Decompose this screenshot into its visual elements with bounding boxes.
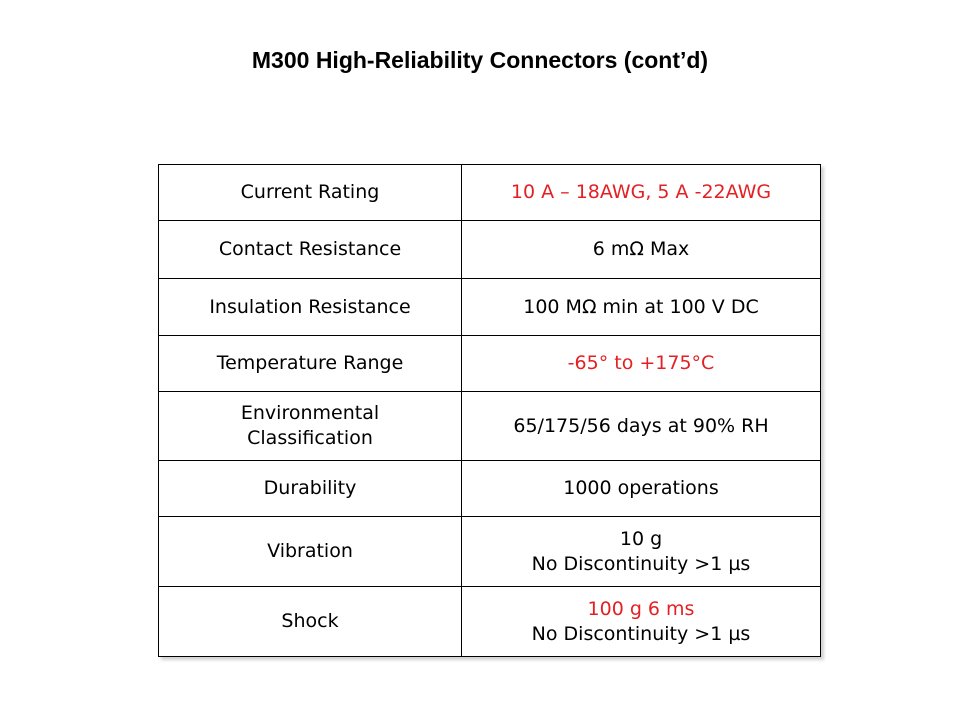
spec-label: Durability bbox=[159, 461, 462, 517]
spec-label: Temperature Range bbox=[159, 336, 462, 392]
spec-label: Current Rating bbox=[159, 165, 462, 221]
table-row-vibration bbox=[159, 517, 821, 587]
spec-label: Insulation Resistance bbox=[159, 279, 462, 336]
spec-value: 100 MΩ min at 100 V DC bbox=[462, 279, 821, 336]
spec-value bbox=[462, 517, 821, 587]
spec-value-line: 100 g 6 ms bbox=[587, 597, 695, 620]
table-row-insulation-resistance bbox=[159, 279, 821, 336]
spec-value: 1000 operations bbox=[462, 461, 821, 517]
spec-label: Vibration bbox=[159, 517, 462, 587]
spec-value: 10 A – 18AWG, 5 A -22AWG bbox=[462, 165, 821, 221]
slide-title: M300 High-Reliability Connectors (cont’d) bbox=[251, 47, 709, 73]
spec-value-line: 10 g bbox=[619, 527, 663, 550]
spec-value bbox=[462, 587, 821, 657]
table-row-current-rating bbox=[159, 165, 821, 221]
spec-value-line: No Discontinuity >1 µs bbox=[531, 552, 751, 575]
table-row-shock bbox=[159, 587, 821, 657]
spec-label-line: Classification bbox=[247, 427, 373, 449]
table-row-contact-resistance bbox=[159, 221, 821, 279]
specifications-table bbox=[158, 164, 821, 657]
spec-value-line: No Discontinuity >1 µs bbox=[531, 622, 751, 645]
spec-value: -65° to +175°C bbox=[462, 336, 821, 392]
spec-label: Contact Resistance bbox=[159, 221, 462, 279]
spec-value: 6 mΩ Max bbox=[462, 221, 821, 279]
table-row-environmental-classification bbox=[159, 392, 821, 461]
spec-label: Shock bbox=[159, 587, 462, 657]
spec-label bbox=[159, 392, 462, 461]
table-row-temperature-range bbox=[159, 336, 821, 392]
spec-value: 65/175/56 days at 90% RH bbox=[462, 392, 821, 461]
spec-label-line: Environmental bbox=[240, 402, 380, 424]
table-row-durability bbox=[159, 461, 821, 517]
